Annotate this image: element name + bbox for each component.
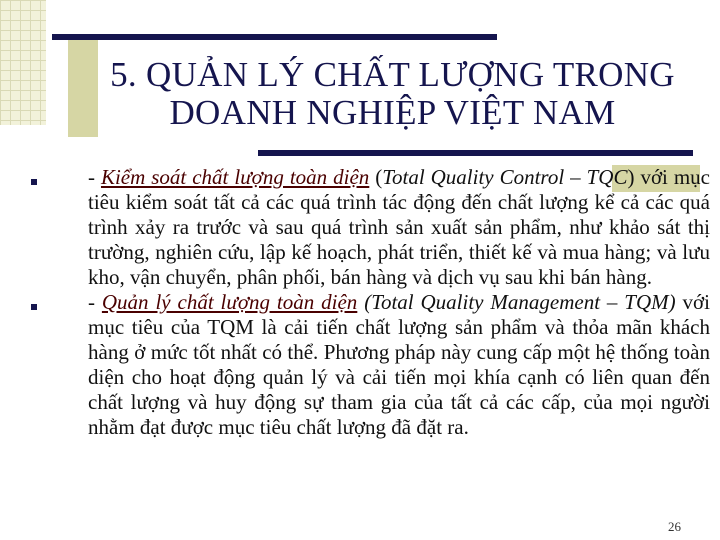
- english-tqm: (Total Quality Management – TQM): [357, 290, 676, 314]
- slide-title: [70, 56, 715, 132]
- item-close: ): [627, 165, 641, 189]
- abbr-tqc: TQC: [586, 165, 628, 189]
- decorative-grid: [0, 0, 46, 125]
- item-text: với mục tiêu của TQM là cải tiến chất lượng sản phẩm và thỏa mãn khách hàng ở mức tốt nhất có thể. Phương pháp này cung cấp một hệ thống toàn diện cho hoạt động quản lý và cải tiến mọi khía cạnh có liên quan đến chất lượng và huy động sự tham gia của tất cả các cấp, của mọi người nhằm đạt được mục tiêu chất lượng đã đặt ra.: [88, 290, 710, 439]
- square-bullet-icon: [31, 304, 37, 310]
- content-list: [20, 165, 710, 440]
- english-tqc: Total Quality Control –: [382, 165, 581, 189]
- title-line-1: 5. QUẢN LÝ CHẤT LƯỢNG TRONG: [110, 55, 675, 94]
- item-paragraph: [88, 290, 710, 440]
- square-bullet-icon: [31, 179, 37, 185]
- item-dash: -: [88, 165, 101, 189]
- title-line-2: DOANH NGHIỆP VIỆT NAM: [169, 93, 616, 132]
- list-item: [20, 290, 710, 440]
- bottom-rule: [258, 150, 693, 156]
- term-tqc: Kiểm soát chất lượng toàn diện: [100, 165, 370, 189]
- item-text: với mục tiêu kiểm soát tất cả các quá trình tác động đến chất lượng kể cả các quá trình xảy ra trước và sau quá trình sản xuất sản phẩm, như khảo sát thị trường, nghiên cứu, lập kế hoạch, phát triển, thiết kế và mua hàng; và lưu kho, vận chuyển, phân phối, bán hàng và dịch vụ sau khi bán hàng.: [88, 165, 710, 289]
- term-tqm: Quản lý chất lượng toàn diện: [101, 290, 358, 314]
- item-paragraph: [88, 165, 710, 290]
- slide-number: 26: [668, 519, 681, 534]
- list-item: [20, 165, 710, 290]
- item-open: (: [369, 165, 383, 189]
- item-dash: -: [88, 290, 102, 314]
- top-rule: [52, 34, 497, 40]
